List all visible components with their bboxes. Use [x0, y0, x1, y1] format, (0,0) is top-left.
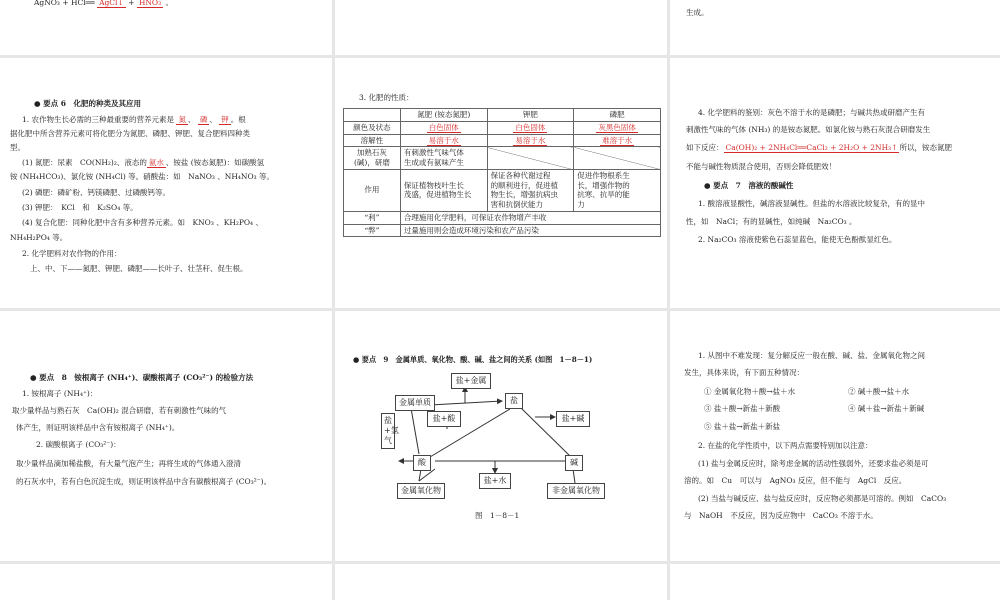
p6-line3-a: 如下反应： [686, 143, 724, 152]
p4-line8: (4) 复合化肥：同种化肥中含有多种营养元素。如 KNO₃ 、KH₂PO₄ 、 [22, 218, 263, 227]
node-acid: 酸 [413, 455, 431, 471]
plus-sign: + [128, 0, 135, 7]
case-3: ③ 盐＋酸→新盐＋新酸 [704, 404, 781, 413]
node-salt-acid: 盐+酸 [427, 411, 461, 427]
product-agcl: AgCl↓ [99, 0, 124, 7]
page-2 [335, 0, 667, 55]
p9-line2: 发生，具体来说，有下面五种情况： [684, 368, 804, 377]
case-1: ① 金属氧化物＋酸→盐＋水 [704, 387, 796, 396]
page-11 [335, 564, 667, 600]
blank-n: 氮 [178, 115, 186, 124]
node-label: 盐+氢气 [384, 416, 399, 445]
node-metal: 金属单质 [395, 395, 435, 411]
node-metal-oxide: 金属氧化物 [397, 483, 445, 499]
p4-line4-c: 、铵盐 (铵态氮肥)：如碳酸氢 [165, 158, 265, 167]
page-5 [335, 58, 667, 308]
node-salt-metal: 盐+金属 [451, 373, 491, 389]
cell-value: 难溶于水 [602, 135, 633, 145]
cell-line: 保证各种代谢过程 [490, 170, 551, 180]
p6-line7: 2. Na₂CO₃ 溶液使紫色石蕊显蓝色，能使无色酚酞显红色。 [698, 235, 897, 244]
section-heading-7: ● 要点 7 溶液的酸碱性 [704, 181, 794, 190]
cell-value: 灰黑色固体 [598, 122, 636, 132]
fertilizer-properties-table [343, 108, 661, 237]
cell-line: 的顺利进行，促进植 [490, 180, 559, 190]
row-label: “弊” [344, 224, 401, 237]
section-heading-6: ● 要点 6 化肥的种类及其应用 [34, 99, 141, 108]
case-5: ⑤ 盐＋盐→新盐＋新盐 [704, 422, 781, 431]
page-6 [670, 58, 1000, 308]
blank-ammonia: 氨水 [148, 158, 164, 167]
row-label: 颜色及状态 [344, 121, 401, 134]
page3-text: 生成。 [686, 8, 709, 17]
node-salt-hydrogen [381, 413, 399, 449]
p7-line5: 取少量样品滴加稀盐酸，有大量气泡产生；再将生成的气体通入澄清 [16, 459, 241, 468]
page-8 [335, 311, 667, 561]
p6-line3 [686, 143, 952, 153]
p4-line1-text: 1. 农作物生长必需的三种最重要的营养元素是 [22, 115, 175, 124]
p4-line11: 上、中、下——氮肥、钾肥、磷肥——长叶子、壮茎秆、促生根。 [30, 264, 248, 273]
cell-line: 物生长，增强抗病虫 [490, 190, 559, 200]
section-heading-9: ● 要点 9 金属单质、氧化物、酸、碱、盐之间的关系 (如图 1－8－1) [353, 355, 593, 364]
header-cell: 钾肥 [487, 109, 574, 122]
section-heading-8: ● 要点 8 铵根离子 (NH₄⁺)、碳酸根离子 (CO₃²⁻) 的检验方法 [30, 373, 254, 382]
case-4: ④ 碱＋盐→新盐＋新碱 [848, 404, 925, 413]
cell-value [400, 169, 487, 211]
row-label [344, 147, 401, 170]
p4-line6: (2) 磷肥：磷矿粉、钙镁磷肥、过磷酸钙等。 [22, 188, 171, 197]
blank-k: 钾 [221, 115, 229, 124]
p4-line10: 2. 化学肥料对农作物的作用： [22, 249, 122, 258]
p4-line7: (3) 钾肥： KCl 和 K₂SO₄ 等。 [22, 203, 138, 212]
period: 。 [165, 0, 173, 7]
p4-line4 [22, 158, 264, 168]
table-row [344, 147, 661, 170]
p6-line1: 4. 化学肥料的鉴别：灰色不溶于水的是磷肥；与碱共热或研磨产生有 [698, 108, 926, 117]
p4-line9: NH₄H₂PO₄ 等。 [10, 233, 68, 242]
cell-value: 合理施用化学肥料，可保证农作物增产丰收 [400, 211, 660, 224]
page-1 [0, 0, 332, 55]
p6-line3-b: 所以，铵态氮肥 [899, 143, 952, 152]
empty-cell [574, 147, 661, 170]
p9-line1: 1. 从图中不难发现：复分解反应一般在酸、碱、盐、金属氧化物之间 [698, 351, 926, 360]
header-cell: 氮肥 (铵态氮肥) [400, 109, 487, 122]
cell-line: 有刺激性气味气体 [403, 148, 464, 158]
table-row [344, 169, 661, 211]
p4-line1: 1. 农作物生长必需的三种最重要的营养元素是 氮 、 磷 、 钾 。根 [22, 115, 246, 124]
cell-value: 易溶于水 [428, 135, 459, 145]
p6-line2: 刺激性气味的气体 (NH₃) 的是铵态氮肥。如氯化铵与熟石灰混合研磨发生 [686, 125, 931, 134]
reaction-equation: Ca(OH)₂ + 2NH₄Cl══CaCl₂ + 2H₂O + 2NH₃↑ [725, 143, 898, 152]
p7-line2: 取少量样品与熟石灰 Ca(OH)₂ 混合研磨，若有刺激性气味的气 [12, 406, 227, 415]
p4-line1-end: 。根 [230, 115, 246, 124]
cell-line: 保证植物枝叶生长 [403, 180, 464, 190]
cell-line: 长，增强作物的 [577, 180, 630, 190]
cell-value: 白色固体 [515, 122, 546, 132]
table-row [344, 224, 661, 237]
header-cell: 磷肥 [574, 109, 661, 122]
table-row [344, 134, 661, 147]
page-7 [0, 311, 332, 561]
node-base: 碱 [565, 455, 583, 471]
p9-line6: (2) 当盐与碱反应、盐与盐反应时，反应物必须都是可溶的。例如 CaCO₃ [698, 494, 947, 503]
table-header-row [344, 109, 661, 122]
p6-line4: 不能与碱性物质混合使用，否则会降低肥效！ [686, 162, 836, 171]
p9-line5: 溶的。如 Cu 可以与 AgNO₃ 反应，但不能与 AgCl 反应。 [684, 476, 907, 485]
p6-line5: 1. 酸溶液显酸性，碱溶液显碱性。但盐的水溶液比较复杂，有的显中 [698, 199, 926, 208]
label-part: (碱)，研磨 [354, 158, 390, 167]
node-salt: 盐 [505, 393, 523, 409]
cell-value [487, 169, 574, 211]
figure-caption: 图 1－8－1 [475, 511, 520, 520]
p9-line3: 2. 在盐的化学性质中，以下两点需要特别加以注意： [698, 441, 873, 450]
p4-line5: 铵 (NH₄HCO₃)、氯化铵 (NH₄Cl) 等。硝酸盐：如 NaNO₃ 、NH₄NO₃ 等。 [10, 172, 274, 181]
page-4 [0, 58, 332, 308]
cell-line: 促进作物根系生 [577, 170, 630, 180]
cell-value [574, 169, 661, 211]
page-10 [0, 564, 332, 600]
cell-line: 抗寒、抗旱的能 [577, 190, 630, 200]
node-salt-water: 盐+水 [479, 473, 511, 489]
cell-line: 生成或有氨味产生 [403, 158, 464, 167]
cell-value [400, 147, 487, 170]
product-hno3: HNO₃ [138, 0, 162, 7]
node-nonmetal-oxide: 非金属氧化物 [547, 483, 605, 499]
blank-p: 磷 [199, 115, 208, 124]
cell-value: 白色固体 [428, 122, 459, 132]
page-12 [670, 564, 1000, 600]
p9-line4: (1) 盐与金属反应时，除考虑金属的活动性强弱外，还要求盐必须是可 [698, 459, 929, 468]
node-salt-base: 盐+碱 [556, 411, 590, 427]
p7-line4: 2. 碳酸根离子 (CO₃²⁻)： [36, 440, 121, 449]
p4-line4-a: (1) 氮肥：尿素 CO(NH₂)₂、液态的 [22, 158, 147, 167]
equation-line [34, 0, 173, 8]
case-2: ② 碱＋酸→盐＋水 [848, 387, 910, 396]
equation-text: AgNO₃ + HCl══ [34, 0, 95, 7]
cell-value: 过量施用则会造成环境污染和农产品污染 [400, 224, 660, 237]
cell-line: 茂盛，促进植物生长 [403, 190, 472, 200]
p7-line6: 的石灰水中，若有白色沉淀生成，则证明该样品中含有碳酸根离子 (CO₃²⁻)。 [16, 477, 272, 486]
cell-line: 力 [577, 200, 585, 209]
p7-line1: 1. 铵根离子 (NH₄⁺)： [22, 389, 98, 398]
cell-line: 害和抗倒伏能力 [490, 200, 544, 209]
table-title: 3. 化肥的性质： [359, 93, 414, 102]
table-row [344, 121, 661, 134]
p4-line2: 据化肥中所含营养元素可将化肥分为氮肥、磷肥、钾肥、复合肥料四种类 [10, 129, 250, 138]
p7-line3: 体产生，则证明该样品中含有铵根离子 (NH₄⁺)。 [16, 423, 180, 432]
row-label: “利” [344, 211, 401, 224]
row-label: 溶解性 [344, 134, 401, 147]
p9-line7: 与 NaOH 不反应，因为反应物中 CaCO₃ 不溶于水。 [684, 511, 878, 520]
label-part: 加熟石灰 [356, 148, 387, 158]
page-9 [670, 311, 1000, 561]
page-3 [670, 0, 1000, 55]
p6-line6: 性，如 NaCl；有的显碱性，如纯碱 Na₂CO₃ 。 [686, 217, 857, 226]
header-cell [344, 109, 401, 122]
p4-line3: 型。 [10, 143, 25, 152]
table-row [344, 211, 661, 224]
cell-value: 易溶于水 [515, 135, 546, 145]
empty-cell [487, 147, 574, 170]
row-label: 作用 [344, 169, 401, 211]
